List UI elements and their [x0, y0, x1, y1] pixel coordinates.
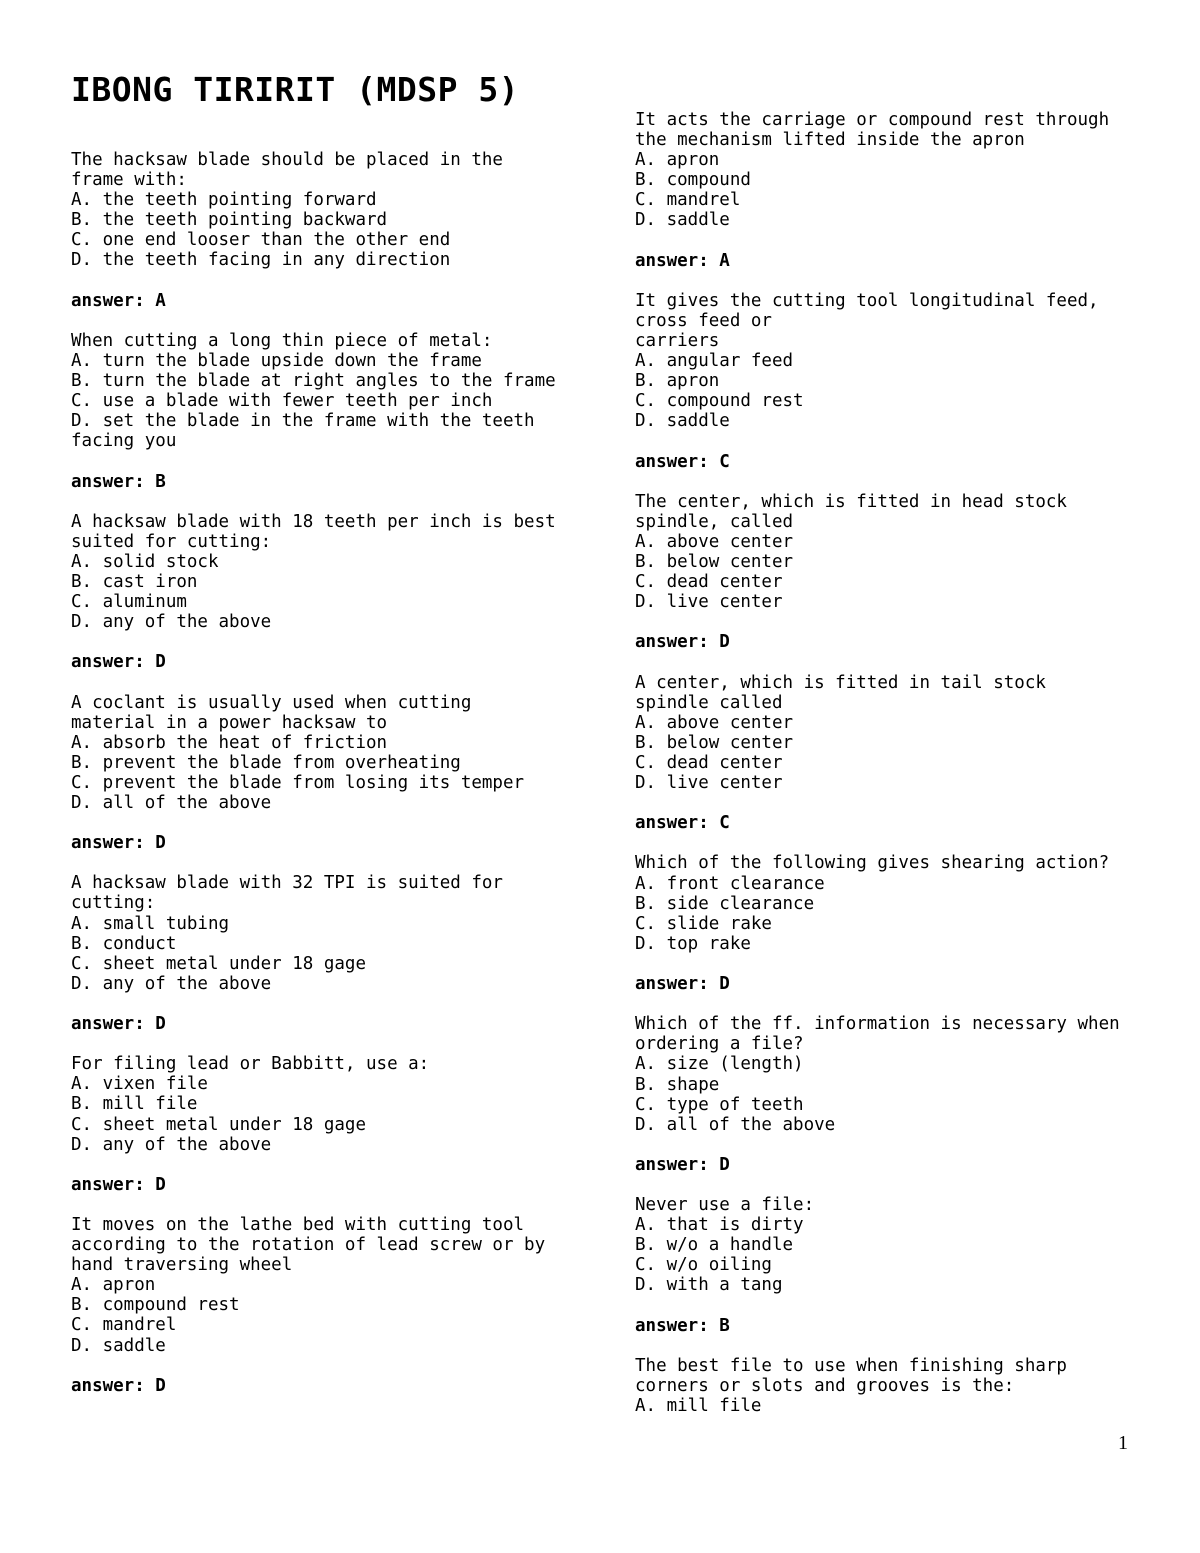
option-text: C. type of teeth	[635, 1094, 804, 1115]
question-text: cross feed or	[635, 310, 772, 331]
option-text: D. any of the above	[71, 1134, 272, 1155]
option-text: B. below center	[635, 552, 794, 573]
option-text: A. front clearance	[635, 873, 825, 894]
option-text: D. with a tang	[635, 1275, 783, 1296]
option-text: B. compound	[635, 170, 751, 191]
option-text: C. dead center	[635, 572, 783, 593]
answer-text: answer: D	[71, 1014, 166, 1035]
option-text: A. absorb the heat of friction	[71, 732, 388, 753]
option-text: B. below center	[635, 732, 794, 753]
option-text: B. conduct	[71, 933, 177, 954]
option-text: B. mill file	[71, 1094, 198, 1115]
option-text: D. the teeth facing in any direction	[71, 250, 451, 271]
option-text: C. sheet metal under 18 gage	[71, 1114, 367, 1135]
answer-text: answer: C	[635, 451, 730, 472]
question-text: The hacksaw blade should be placed in the	[71, 150, 503, 170]
answer-text: answer: B	[71, 471, 166, 492]
question-block	[71, 1054, 571, 1154]
question-block	[635, 492, 1135, 613]
option-text: B. w/o a handle	[635, 1235, 794, 1256]
page-title: IBONG TIRIRIT (MDSP 5)	[71, 70, 520, 109]
option-text: facing you	[71, 431, 177, 452]
question-text: Never use a file:	[635, 1195, 815, 1216]
option-text: C. prevent the blade from losing its temper	[71, 772, 525, 793]
option-text: A. apron	[635, 150, 720, 171]
option-text: C. use a blade with fewer teeth per inch	[71, 391, 493, 412]
question-text: spindle called	[635, 692, 783, 713]
option-text: A. small tubing	[71, 913, 230, 934]
question-block	[71, 873, 571, 994]
answer-text: answer: D	[635, 974, 730, 995]
left-column	[71, 150, 571, 1416]
question-text: A center, which is fitted in tail stock	[635, 672, 1046, 693]
option-text: A. solid stock	[71, 551, 219, 572]
option-text: B. turn the blade at right angles to the frame	[71, 371, 556, 392]
option-text: B. the teeth pointing backward	[71, 210, 388, 231]
page-number: 1	[1118, 1432, 1128, 1454]
option-text: D. top rake	[635, 933, 751, 954]
option-text: D. all of the above	[71, 793, 272, 813]
option-text: C. sheet metal under 18 gage	[71, 953, 367, 974]
option-text: C. compound rest	[635, 391, 804, 412]
option-text: A. vixen file	[71, 1074, 208, 1095]
question-text: cutting:	[71, 893, 156, 914]
question-text: The best file to use when finishing sharp	[635, 1355, 1067, 1376]
option-text: D. saddle	[635, 411, 730, 432]
option-text: D. set the blade in the frame with the teeth	[71, 411, 535, 432]
question-text: Which of the following gives shearing action?	[635, 853, 1110, 874]
question-text: the mechanism lifted inside the apron	[635, 130, 1025, 151]
option-text: D. live center	[635, 592, 783, 613]
answer-text: answer: D	[71, 1174, 166, 1195]
question-block	[71, 512, 571, 633]
question-text: material in a power hacksaw to	[71, 712, 388, 733]
option-text: B. compound rest	[71, 1295, 240, 1316]
option-text: C. mandrel	[71, 1315, 177, 1336]
option-text: B. side clearance	[635, 893, 815, 914]
question-text: Which of the ff. information is necessary when	[635, 1014, 1120, 1035]
option-text: B. cast iron	[71, 571, 198, 592]
option-text: C. aluminum	[71, 592, 187, 613]
answer-text: answer: B	[635, 1315, 730, 1336]
option-text: B. apron	[635, 371, 720, 392]
question-text: A hacksaw blade with 32 TPI is suited for	[71, 873, 503, 894]
question-text: corners or slots and grooves is the:	[635, 1375, 1015, 1396]
option-text: C. w/o oiling	[635, 1255, 772, 1276]
question-text: It moves on the lathe bed with cutting tool	[71, 1214, 525, 1235]
answer-text: answer: D	[71, 1375, 166, 1396]
question-text: according to the rotation of lead screw or by	[71, 1235, 546, 1256]
answer-text: answer: C	[635, 813, 730, 834]
option-text: D. saddle	[71, 1335, 166, 1356]
question-block	[635, 291, 1135, 432]
question-text: The center, which is fitted in head stock	[635, 491, 1067, 512]
question-block	[635, 1014, 1135, 1135]
option-text: A. that is dirty	[635, 1215, 804, 1236]
answer-text: answer: A	[635, 250, 730, 271]
question-block	[635, 1356, 1135, 1416]
option-text: B. shape	[635, 1074, 720, 1095]
answer-text: answer: D	[71, 833, 166, 854]
question-text: A hacksaw blade with 18 teeth per inch is best	[71, 511, 556, 532]
answer-text: answer: D	[635, 1154, 730, 1175]
option-text: B. prevent the blade from overheating	[71, 752, 461, 773]
question-block	[635, 853, 1135, 953]
question-text: A coclant is usually used when cutting	[71, 692, 472, 713]
question-block	[71, 1215, 571, 1356]
question-text: frame with:	[71, 170, 187, 191]
option-text: A. above center	[635, 712, 794, 733]
option-text: D. any of the above	[71, 973, 272, 994]
option-text: C. slide rake	[635, 913, 772, 934]
option-text: D. saddle	[635, 210, 730, 231]
option-text: D. live center	[635, 773, 783, 794]
option-text: A. above center	[635, 531, 794, 552]
option-text: A. apron	[71, 1275, 156, 1296]
question-text: carriers	[635, 331, 720, 352]
question-text: hand traversing wheel	[71, 1255, 293, 1276]
answer-text: answer: D	[635, 632, 730, 653]
right-column	[635, 110, 1135, 1436]
question-text: For filing lead or Babbitt, use a:	[71, 1054, 430, 1075]
option-text: A. turn the blade upside down the frame	[71, 350, 482, 371]
option-text: A. size (length)	[635, 1054, 804, 1075]
option-text: D. all of the above	[635, 1114, 836, 1135]
question-text: When cutting a long thin piece of metal:	[71, 330, 493, 351]
question-block	[71, 150, 571, 271]
answer-text: answer: A	[71, 290, 166, 311]
question-block	[635, 1195, 1135, 1295]
option-text: A. the teeth pointing forward	[71, 190, 377, 211]
question-text: It gives the cutting tool longitudinal feed,	[635, 290, 1099, 311]
question-block	[635, 673, 1135, 794]
option-text: A. mill file	[635, 1396, 762, 1416]
option-text: A. angular feed	[635, 351, 794, 372]
question-block	[71, 693, 571, 814]
option-text: C. mandrel	[635, 190, 741, 211]
answer-text: answer: D	[71, 652, 166, 673]
option-text: D. any of the above	[71, 612, 272, 633]
option-text: C. one end looser than the other end	[71, 230, 451, 251]
question-text: It acts the carriage or compound rest through	[635, 110, 1110, 130]
question-text: spindle, called	[635, 511, 794, 532]
question-text: suited for cutting:	[71, 531, 272, 552]
option-text: C. dead center	[635, 753, 783, 773]
question-block	[635, 110, 1135, 231]
question-text: ordering a file?	[635, 1034, 804, 1055]
question-block	[71, 331, 571, 452]
